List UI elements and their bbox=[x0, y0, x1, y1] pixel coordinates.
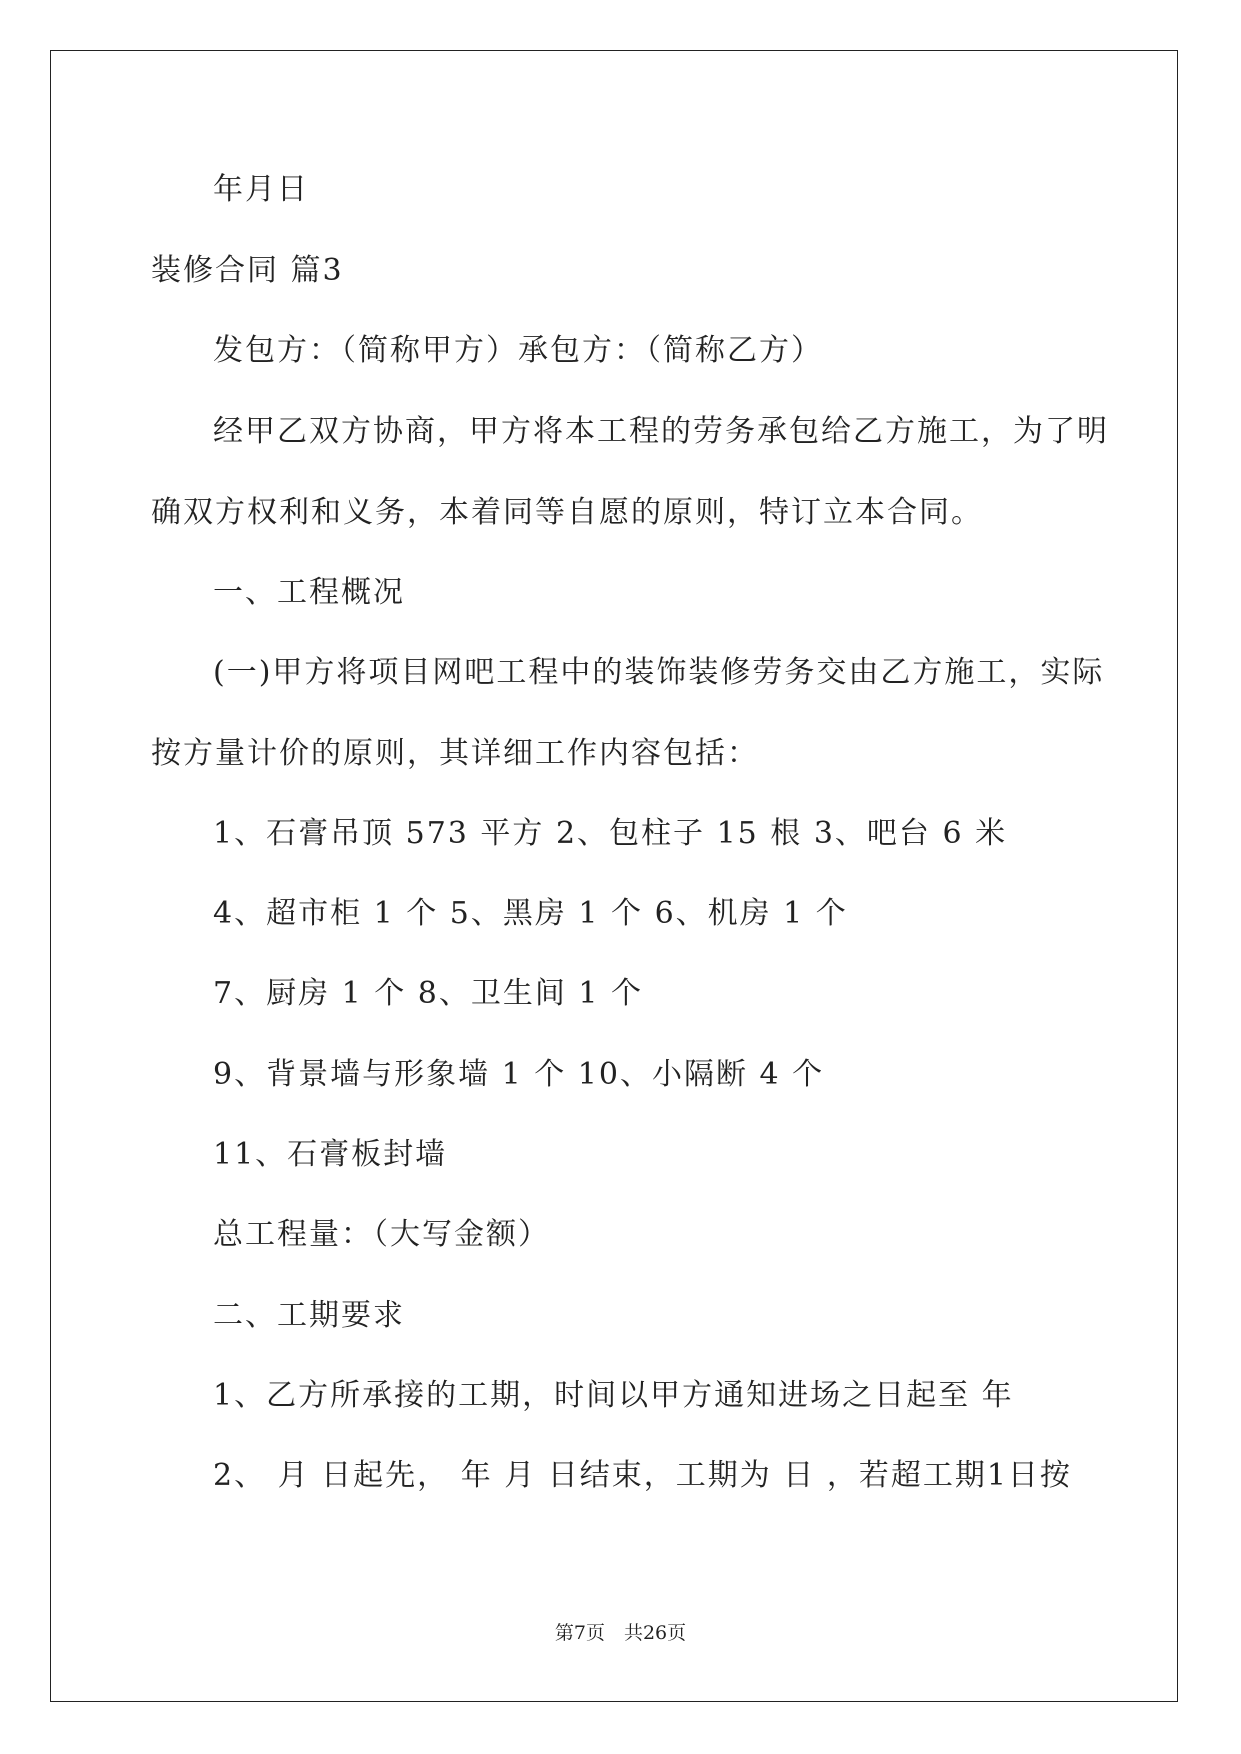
list-item: 1、石膏吊顶 573 平方 2、包柱子 15 根 3、吧台 6 米 bbox=[213, 816, 1008, 851]
section-title: 装修合同 篇3 bbox=[151, 253, 344, 288]
list-item: 9、背景墙与形象墙 1 个 10、小隔断 4 个 bbox=[213, 1057, 825, 1092]
heading-project-overview: 一、工程概况 bbox=[213, 575, 405, 610]
paragraph-line: 2、 月 日起先， 年 月 日结束，工期为 日 ，若超工期1日按 bbox=[213, 1458, 1072, 1493]
date-line: 年月日 bbox=[213, 172, 309, 207]
paragraph-line: 按方量计价的原则，其详细工作内容包括： bbox=[151, 736, 759, 771]
list-item: 7、厨房 1 个 8、卫生间 1 个 bbox=[213, 976, 644, 1011]
parties-line: 发包方：（简称甲方）承包方：（简称乙方） bbox=[213, 333, 823, 368]
paragraph-line: 经甲乙双方协商，甲方将本工程的劳务承包给乙方施工，为了明 bbox=[213, 414, 1109, 449]
page-border bbox=[50, 50, 1178, 1702]
page-number: 第7页 共26页 bbox=[554, 1622, 687, 1644]
paragraph-line: 确双方权利和义务，本着同等自愿的原则，特订立本合同。 bbox=[151, 495, 983, 530]
paragraph-line: 1、乙方所承接的工期，时间以甲方通知进场之日起至 年 bbox=[213, 1378, 1014, 1413]
list-item: 11、石膏板封墙 bbox=[213, 1137, 448, 1172]
heading-schedule: 二、工期要求 bbox=[213, 1298, 405, 1333]
total-amount-line: 总工程量：（大写金额） bbox=[213, 1217, 550, 1252]
list-item: 4、超市柜 1 个 5、黑房 1 个 6、机房 1 个 bbox=[213, 896, 848, 931]
paragraph-line: (一)甲方将项目网吧工程中的装饰装修劳务交由乙方施工，实际 bbox=[213, 655, 1105, 690]
